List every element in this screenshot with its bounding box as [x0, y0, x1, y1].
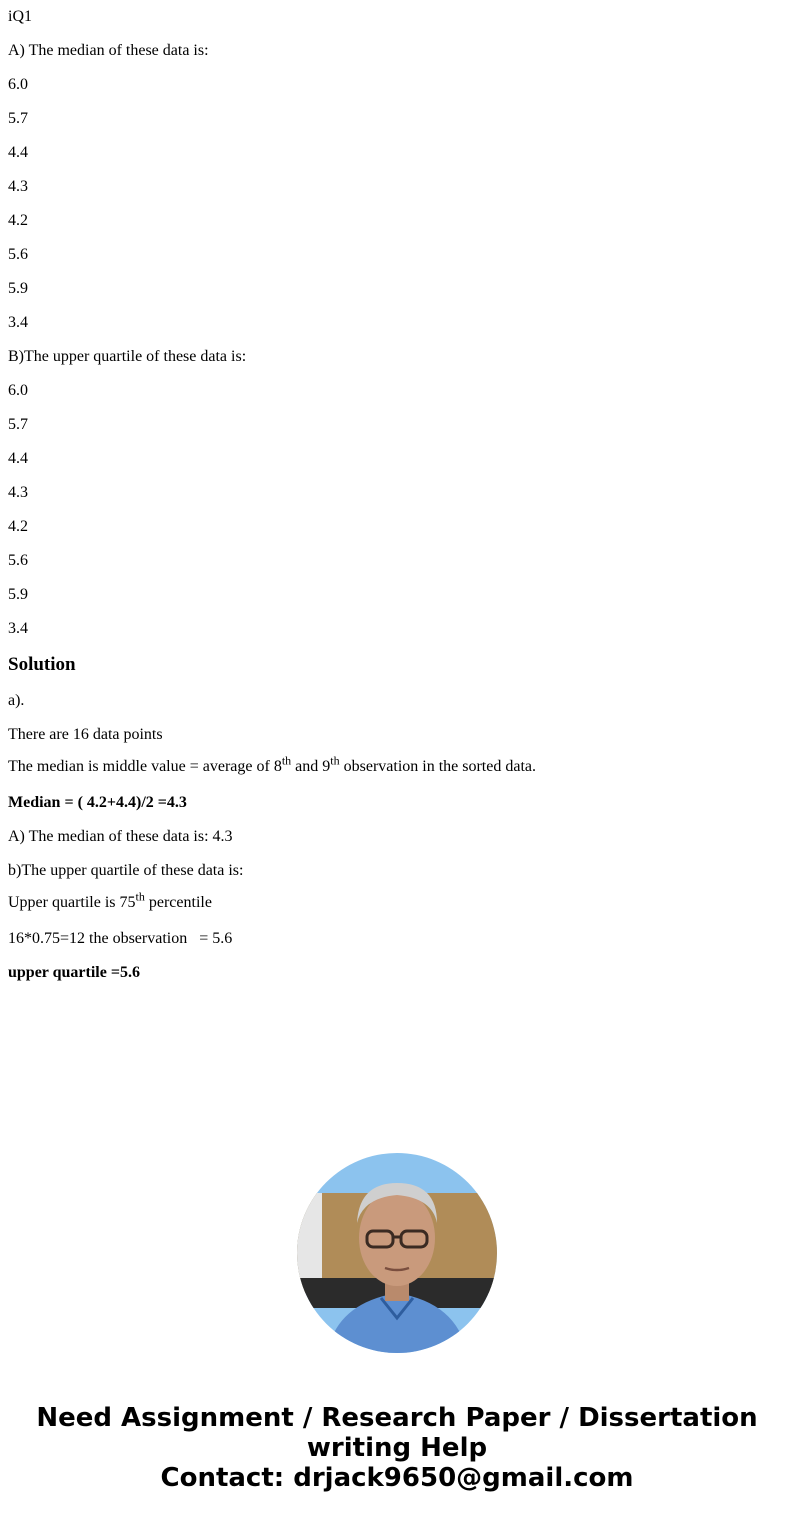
answer-a: A) The median of these data is: 4.3: [8, 828, 233, 845]
footer-line-1: Need Assignment / Research Paper / Dissertation: [36, 1403, 758, 1433]
uq-def-pre: Upper quartile is 75: [8, 894, 136, 911]
portrait-image: [297, 1153, 497, 1353]
option-a-8: 3.4: [8, 314, 28, 331]
option-a-6: 5.6: [8, 246, 28, 263]
upper-quartile-calculation: 16*0.75=12 the observation = 5.6: [8, 930, 233, 947]
document-body: [8, 8, 786, 998]
data-count-line: There are 16 data points: [8, 726, 163, 743]
option-a-7: 5.9: [8, 280, 28, 297]
option-a-4: 4.3: [8, 178, 28, 195]
median-def-mid: and 9: [291, 758, 331, 775]
footer-line-2: writing Help: [306, 1433, 488, 1463]
option-b-5: 4.2: [8, 518, 28, 535]
option-b-6: 5.6: [8, 552, 28, 569]
option-b-2: 5.7: [8, 416, 28, 433]
question-a-prompt: A) The median of these data is:: [8, 42, 209, 59]
footer-contact: Contact: drjack9650@gmail.com: [160, 1463, 634, 1493]
median-def-pre: The median is middle value = average of 8: [8, 758, 282, 775]
option-b-3: 4.4: [8, 450, 28, 467]
option-b-4: 4.3: [8, 484, 28, 501]
option-a-2: 5.7: [8, 110, 28, 127]
question-b-prompt: B)The upper quartile of these data is:: [8, 348, 247, 365]
option-b-1: 6.0: [8, 382, 28, 399]
upper-quartile-definition: [8, 889, 786, 914]
median-definition: [8, 753, 786, 778]
option-a-1: 6.0: [8, 76, 28, 93]
solution-heading: Solution: [8, 654, 76, 675]
upper-quartile-result: upper quartile =5.6: [8, 964, 140, 981]
option-a-5: 4.2: [8, 212, 28, 229]
wall-panel: [297, 1193, 322, 1283]
solution-b-label: b)The upper quartile of these data is:: [8, 862, 244, 879]
footer-banner: [0, 1403, 794, 1493]
solution-a-label: a).: [8, 692, 25, 709]
option-a-3: 4.4: [8, 144, 28, 161]
author-photo: [297, 1153, 497, 1353]
uq-def-post: percentile: [144, 894, 212, 911]
median-def-sup1: th: [281, 753, 292, 768]
median-def-post: observation in the sorted data.: [339, 758, 536, 775]
option-b-8: 3.4: [8, 620, 28, 637]
median-calculation: Median = ( 4.2+4.4)/2 =4.3: [8, 794, 187, 811]
option-b-7: 5.9: [8, 586, 28, 603]
uq-def-sup: th: [135, 889, 145, 904]
question-id: iQ1: [8, 8, 32, 25]
median-def-sup2: th: [330, 753, 340, 768]
